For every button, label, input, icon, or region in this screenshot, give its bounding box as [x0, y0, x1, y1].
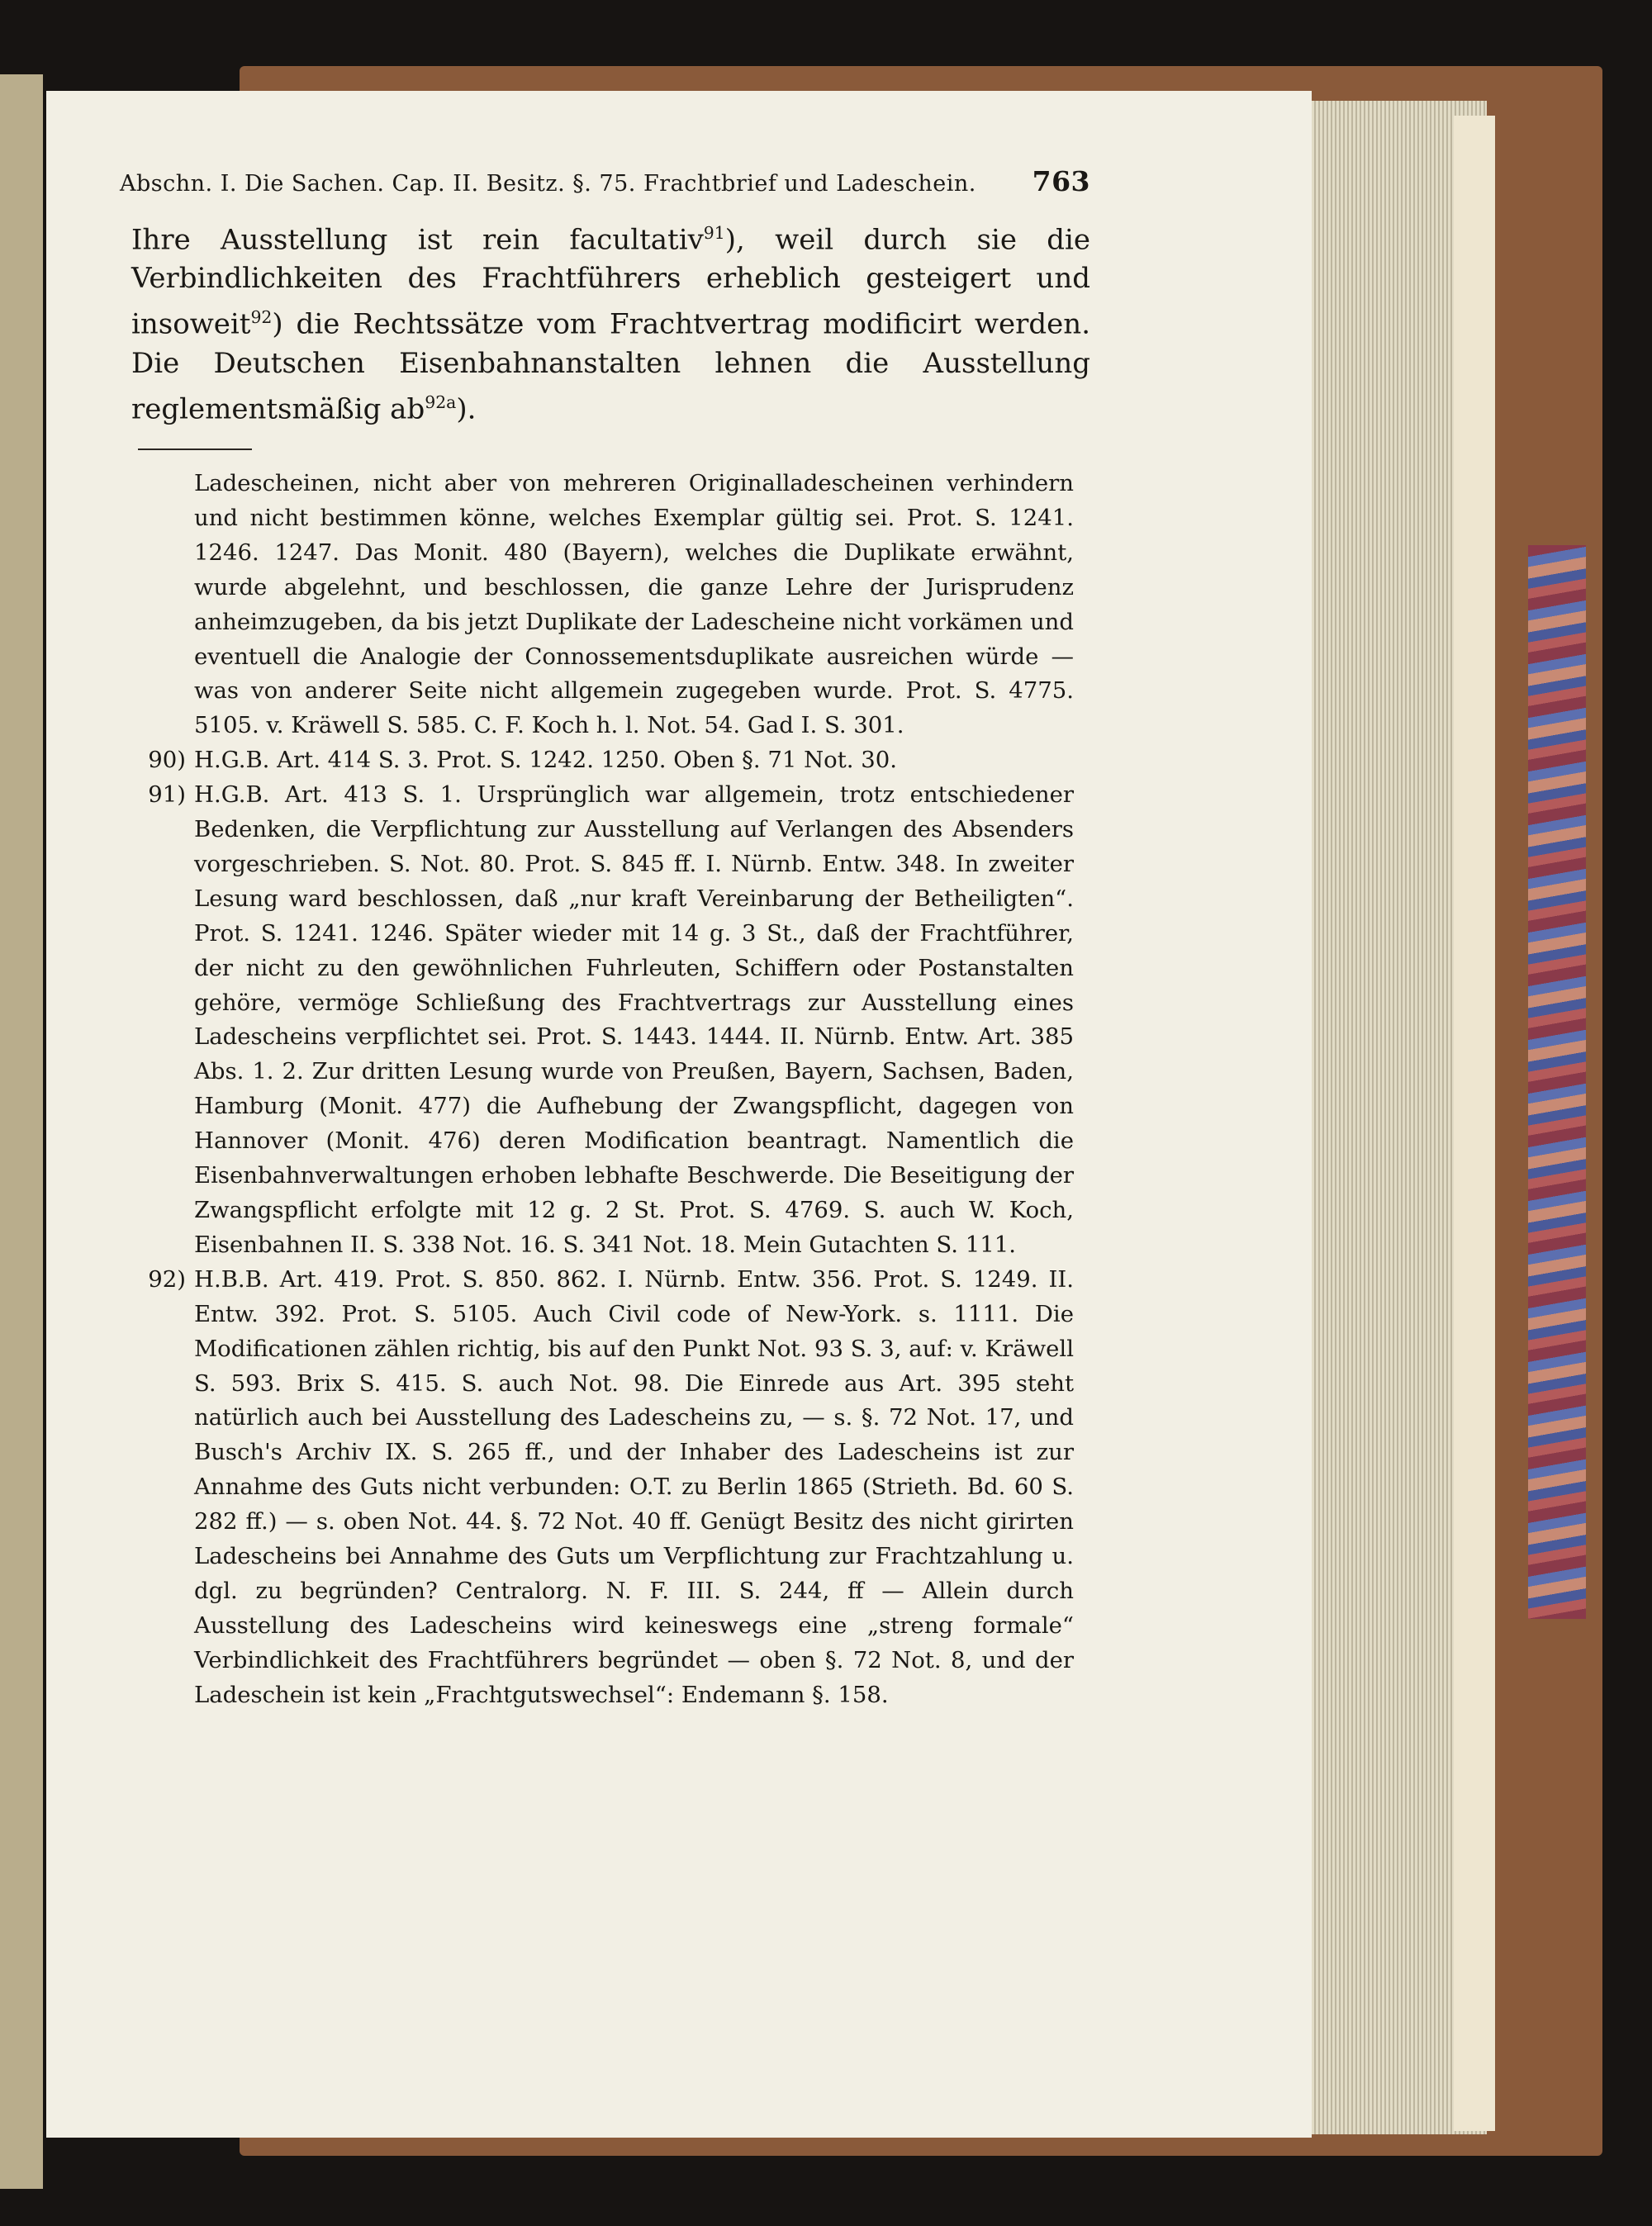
- body-text-a: Ihre Ausstellung ist rein facultativ: [131, 223, 704, 257]
- inner-page-edge: [1454, 116, 1495, 2131]
- footnote-92: [120, 1263, 1090, 1713]
- page-number: 763: [1032, 165, 1090, 197]
- running-head: Abschn. I. Die Sachen. Cap. II. Besitz. §. 75. Frachtbrief und Ladeschein.: [120, 171, 976, 197]
- footnote-number: 92): [148, 1265, 186, 1293]
- body-text-c: ) die Rechtssätze vom Frachtvertrag modificirt werden. Die Deutschen Eisenbahnanstalten lehnen die Ausstellung reglementsmäßig ab: [131, 307, 1090, 425]
- footnote-ref-91[interactable]: 91: [703, 223, 725, 243]
- footnote-text: H.G.B. Art. 413 S. 1. Ursprünglich war allgemein, trotz entschiedener Bedenken, die Verpflichtung zur Ausstellung auf Verlangen des Absenders vorgeschrieben. S. Not. 80. Prot. S. 845 ff. I. Nürnb. Entw. 348. In zweiter Lesung ward beschlossen, daß „nur kraft Vereinbarung der Betheiligten“. Prot. S. 1241. 1246. Später wieder mit 14 g. 3 St., daß der Frachtführer, der nicht zu den gewöhnlichen Fuhrleuten, Schiffern oder Postanstalten gehöre, vermöge Schließung des Frachtvertrags zur Ausstellung eines Ladescheins verpflichtet sei. Prot. S. 1443. 1444. II. Nürnb. Entw. Art. 385 Abs. 1. 2. Zur dritten Lesung wurde von Preußen, Bayern, Sachsen, Baden, Hamburg (Monit. 477) die Aufhebung der Zwangspflicht, dagegen von Hannover (Monit. 476) deren Modification beantragt. Namentlich die Eisenbahnverwaltungen erhoben lebhafte Beschwerde. Die Beseitigung der Zwangspflicht erfolgte mit 12 g. 2 St. Prot. S. 4769. S. auch W. Koch, Eisenbahnen II. S. 338 Not. 16. S. 341 Not. 18. Mein Gutachten S. 111.: [194, 781, 1074, 1258]
- footnote-text: H.B.B. Art. 419. Prot. S. 850. 862. I. Nürnb. Entw. 356. Prot. S. 1249. II. Entw. 392. Prot. S. 5105. Auch Civil code of New-York. s. 1111. Die Modificationen zählen richtig, bis auf den Punkt Not. 93 S. 3, auf: v. Kräwell S. 593. Brix S. 415. S. auch Not. 98. Die Einrede aus Art. 395 steht natürlich auch bei Ausstellung des Ladescheins zu, — s. §. 72 Not. 17, und Busch's Archiv IX. S. 265 ff., und der Inhaber des Ladescheins ist zur Annahme des Guts nicht verbunden: O.T. zu Berlin 1865 (Strieth. Bd. 60 S. 282 ff.) — s. oben Not. 44. §. 72 Not. 40 ff. Genügt Besitz des nicht girirten Ladescheins bei Annahme des Guts um Verpflichtung zur Frachtzahlung u. dgl. zu begründen? Centralorg. N. F. III. S. 244, ff — Allein durch Ausstellung des Ladescheins wird keineswegs eine „streng formale“ Verbindlichkeit des Frachtführers begründet — oben §. 72 Not. 8, und der Ladeschein ist kein „Frachtgutswechsel“: Endemann §. 158.: [194, 1265, 1074, 1708]
- page-content: [120, 165, 1090, 1713]
- footnote-continued: [120, 467, 1090, 743]
- footnote-91: [120, 778, 1090, 1263]
- marbled-edge: [1528, 545, 1586, 1619]
- footnote-number: 90): [148, 747, 186, 774]
- footnote-ref-92[interactable]: 92: [250, 307, 273, 328]
- footnote-ref-92a[interactable]: 92a: [425, 392, 457, 412]
- footnote-number: 91): [148, 781, 186, 809]
- footnote-number: [120, 467, 194, 743]
- footnote-text: H.G.B. Art. 414 S. 3. Prot. S. 1242. 1250. Oben §. 71 Not. 30.: [194, 747, 897, 774]
- main-paragraph: [131, 214, 1090, 429]
- previous-page-edge: [0, 74, 43, 2189]
- footnote-divider: [138, 449, 252, 450]
- body-text-b: ), weil durch sie die Verbindlichkeiten des Frachtführers erheblich gesteigert und insoweit: [131, 223, 1090, 341]
- footnote-text: Ladescheinen, nicht aber von mehreren Originalladescheinen verhindern und nicht bestimmen könne, welches Exemplar gültig sei. Prot. S. 1241. 1246. 1247. Das Monit. 480 (Bayern), welches die Duplikate erwähnt, wurde abgelehnt, und beschlossen, die ganze Lehre der Jurisprudenz anheimzugeben, da bis jetzt Duplikate der Ladescheine nicht vorkämen und eventuell die Analogie der Connossementsduplikate ausreichen würde — was von anderer Seite nicht allgemein zugegeben wurde. Prot. S. 4775. 5105. v. Kräwell S. 585. C. F. Koch h. l. Not. 54. Gad I. S. 301.: [194, 469, 1074, 739]
- body-text-d: ).: [456, 392, 477, 425]
- page-header: [120, 165, 1090, 197]
- footnote-90: [120, 743, 1090, 778]
